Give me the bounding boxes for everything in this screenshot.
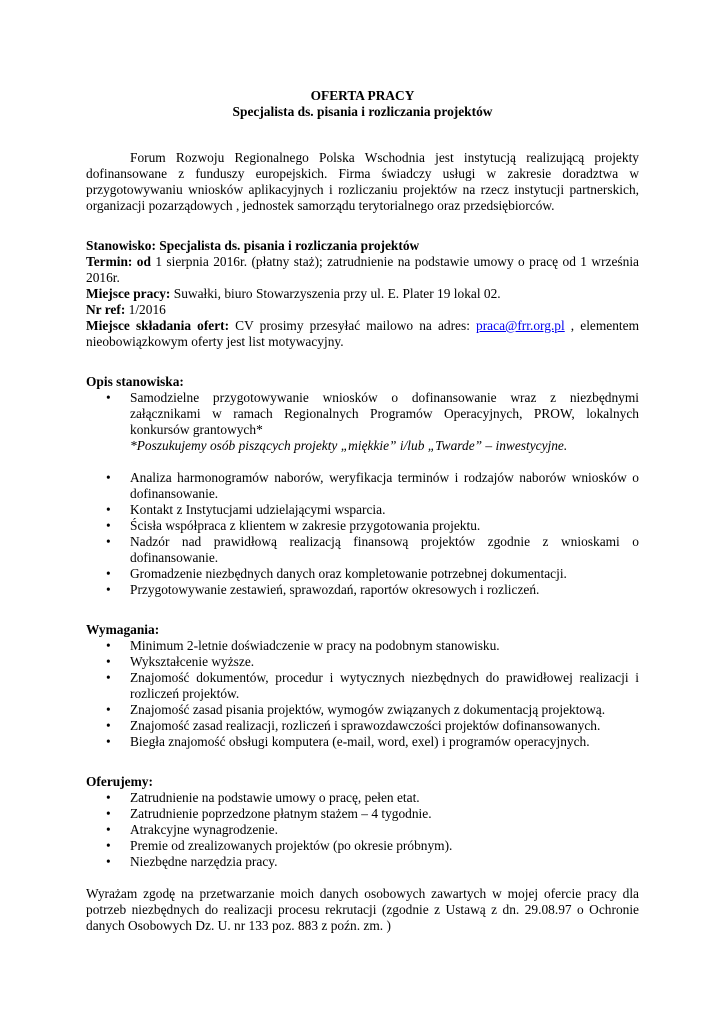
list-item: • Kontakt z Instytucjami udzielającymi wsparcia. — [86, 502, 639, 518]
list-item: • Znajomość zasad realizacji, rozliczeń i sprawozdawczości projektów dofinansowanych. — [86, 718, 639, 734]
list-item: • Znajomość zasad pisania projektów, wymogów związanych z dokumentacją projektową. — [86, 702, 639, 718]
page-title: OFERTA PRACY — [310, 88, 415, 103]
list-item — [86, 390, 639, 454]
description-heading: Opis stanowiska: — [86, 374, 184, 389]
submit-line — [86, 318, 639, 350]
offer-details — [86, 238, 639, 350]
list-item: • Biegła znajomość obsługi komputera (e-mail, word, exel) i programów operacyjnych. — [86, 734, 639, 750]
list-item: • Analiza harmonogramów naborów, weryfikacja terminów i rodzajów naborów wniosków o dofinansowanie. — [86, 470, 639, 502]
list-item: • Gromadzenie niezbędnych danych oraz kompletowanie potrzebnej dokumentacji. — [86, 566, 639, 582]
description-note: *Poszukujemy osób piszących projekty „miękkie” i/lub „Twarde” – inwestycyjne. — [130, 438, 568, 453]
spacer — [86, 454, 639, 470]
place-value: Suwałki, biuro Stowarzyszenia przy ul. E. Plater 19 lokal 02. — [170, 286, 501, 301]
ref-label: Nr ref: — [86, 302, 126, 317]
consent-clause: Wyrażam zgodę na przetwarzanie moich danych osobowych zawartych w mojej ofercie pracy dla potrzeb niezbędnych do realizacji procesu rekrutacji (zgodnie z Ustawą z dn. 29.08.97 o Ochronie danych Osobowych Dz. U. nr 133 poz. 883 z poźn. zm. ) — [86, 886, 639, 933]
submit-label: Miejsce składania ofert: — [86, 318, 230, 333]
position-label: Stanowisko: Specjalista ds. pisania i rozliczania projektów — [86, 238, 420, 253]
list-item: • Znajomość dokumentów, procedur i wytycznych niezbędnych do prawidłowej realizacji i rozliczeń projektów. — [86, 670, 639, 702]
list-item: • Nadzór nad prawidłową realizacją finansową projektów zgodnie z wnioskami o dofinansowanie. — [86, 534, 639, 566]
list-item: • Wykształcenie wyższe. — [86, 654, 639, 670]
list-item: • Zatrudnienie poprzedzone płatnym stażem – 4 tygodnie. — [86, 806, 639, 822]
offer-heading: Oferujemy: — [86, 774, 153, 789]
intro-paragraph: Forum Rozwoju Regionalnego Polska Wschodnia jest instytucją realizującą projekty dofinansowane z funduszy europejskich. Firma świadczy usługi w zakresie doradztwa w przygotowywaniu wniosków aplikacyjnych i rozliczaniu projektów na rzecz instytucji partnerskich, organizacji pozarządowych , jednostek samorządu terytorialnego oraz przedsiębiorców. — [86, 150, 639, 213]
list-item: • Przygotowywanie zestawień, sprawozdań, raportów okresowych i rozliczeń. — [86, 582, 639, 598]
list-item: • Atrakcyjne wynagrodzenie. — [86, 822, 639, 838]
offer-list — [86, 790, 639, 870]
description-first-item: Samodzielne przygotowywanie wniosków o dofinansowanie wraz z niezbędnymi załącznikami w ramach Regionalnych Programów Operacyjnych, PROW, lokalnych konkursów grantowych* — [130, 390, 639, 437]
place-line — [86, 286, 639, 302]
place-label: Miejsce pracy: — [86, 286, 171, 301]
description-list — [86, 390, 639, 454]
term-value: 1 sierpnia 2016r. (płatny staż); zatrudnienie na podstawie umowy o pracę od 1 września 2016r. — [86, 254, 639, 285]
requirements-list — [86, 638, 639, 750]
description-section — [86, 374, 639, 598]
submit-text-post: , elementem nieobowiązkowym oferty jest list motywacyjny. — [86, 318, 639, 349]
list-item: • Zatrudnienie na podstawie umowy o pracę, pełen etat. — [86, 790, 639, 806]
email-link[interactable]: praca@frr.org.pl — [476, 318, 565, 333]
offer-section — [86, 774, 639, 870]
requirements-section — [86, 622, 639, 750]
description-list-continued — [86, 470, 639, 598]
list-item: • Niezbędne narzędzia pracy. — [86, 854, 639, 870]
ref-line — [86, 302, 639, 318]
list-item: • Ścisła współpraca z klientem w zakresie przygotowania projektu. — [86, 518, 639, 534]
position-line — [86, 238, 639, 254]
submit-text-pre: CV prosimy przesyłać mailowo na adres: — [229, 318, 477, 333]
ref-value: 1/2016 — [125, 302, 166, 317]
term-line — [86, 254, 639, 286]
list-item: • Minimum 2-letnie doświadczenie w pracy na podobnym stanowisku. — [86, 638, 639, 654]
requirements-heading: Wymagania: — [86, 622, 160, 637]
list-item: • Premie od zrealizowanych projektów (po okresie próbnym). — [86, 838, 639, 854]
page-subtitle: Specjalista ds. pisania i rozliczania projektów — [232, 104, 493, 119]
term-label: Termin: od — [86, 254, 151, 269]
